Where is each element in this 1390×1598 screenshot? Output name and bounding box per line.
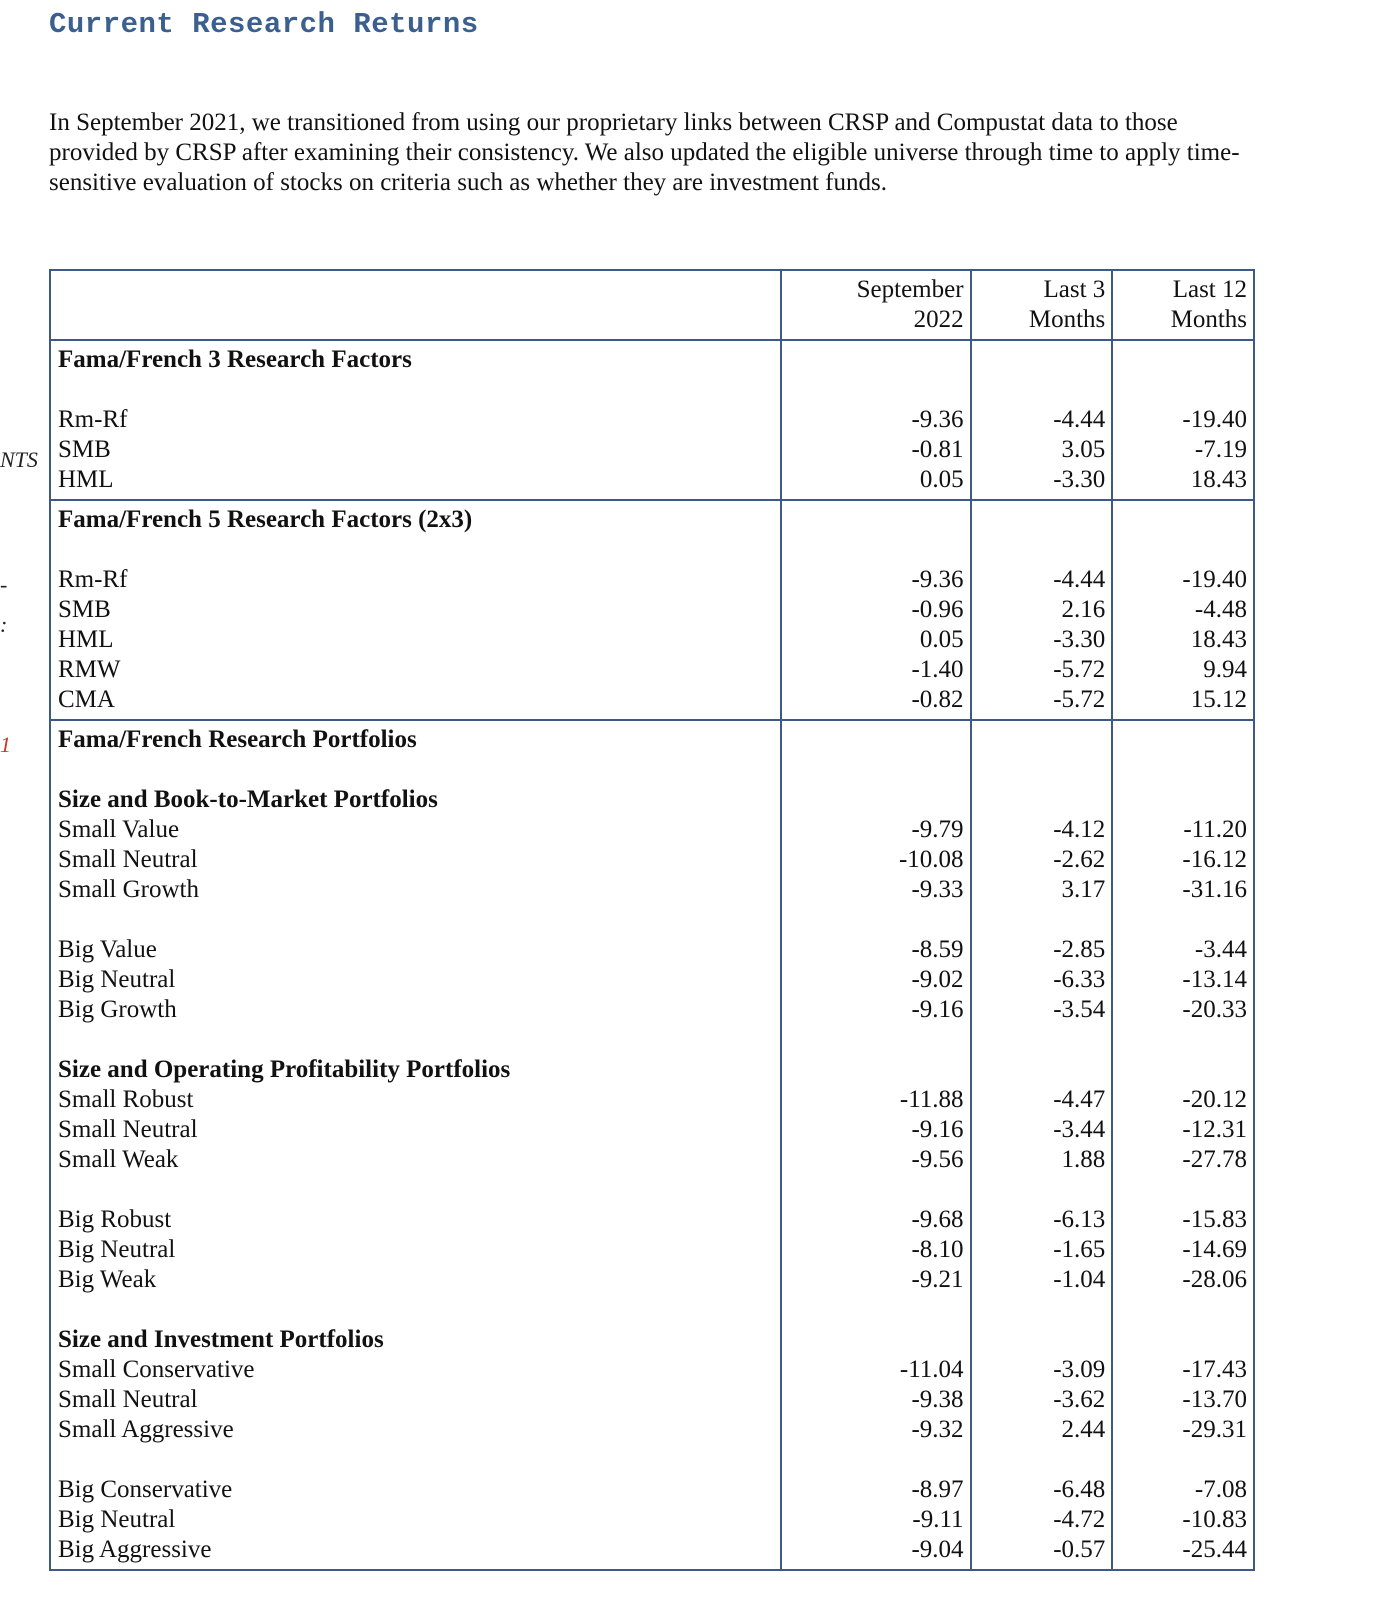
row-label: Rm-Rf	[58, 406, 128, 433]
margin-annotation: NTS	[0, 447, 38, 472]
value-last-3-months: 3.17	[1061, 876, 1106, 903]
group-title: Size and Investment Portfolios	[58, 1326, 384, 1353]
header-label: September	[856, 276, 964, 303]
september-2022-cell	[781, 340, 971, 500]
group-title: Size and Operating Profitability Portfolios	[58, 1056, 511, 1083]
value-september-2022: -9.32	[911, 1416, 964, 1443]
value-last-3-months: -0.57	[1053, 1536, 1106, 1563]
value-last-3-months: 2.16	[1061, 596, 1106, 623]
value-september-2022: -9.38	[911, 1386, 964, 1413]
value-last-3-months: 2.44	[1061, 1416, 1106, 1443]
row-label: Small Robust	[58, 1086, 194, 1113]
value-september-2022: -0.96	[911, 596, 964, 623]
value-last-12-months: -19.40	[1182, 566, 1247, 593]
row-label: HML	[58, 466, 114, 493]
last-12-months-cell	[1112, 340, 1254, 500]
value-last-3-months: -2.85	[1053, 936, 1106, 963]
page-title: Current Research Returns	[49, 8, 479, 41]
value-september-2022: -0.81	[911, 436, 964, 463]
value-last-12-months: -25.44	[1182, 1536, 1247, 1563]
section-title: Fama/French 5 Research Factors (2x3)	[58, 506, 473, 533]
label-cell	[50, 720, 781, 1570]
value-last-3-months: -6.48	[1053, 1476, 1106, 1503]
row-label: Big Aggressive	[58, 1536, 212, 1563]
value-last-3-months: -1.04	[1053, 1266, 1106, 1293]
value-last-3-months: -4.44	[1053, 566, 1106, 593]
section-title: Fama/French Research Portfolios	[58, 726, 417, 753]
value-last-3-months: -4.47	[1053, 1086, 1106, 1113]
value-last-12-months: -7.08	[1194, 1476, 1247, 1503]
last-3-months-cell	[971, 500, 1113, 720]
value-last-12-months: -12.31	[1182, 1116, 1247, 1143]
value-september-2022: -9.36	[911, 406, 964, 433]
row-label: Small Conservative	[58, 1356, 255, 1383]
value-last-3-months: -6.33	[1053, 966, 1106, 993]
value-last-12-months: -10.83	[1182, 1506, 1247, 1533]
row-label: Big Neutral	[58, 1236, 176, 1263]
value-last-12-months: -4.48	[1194, 596, 1247, 623]
header-label: 2022	[913, 306, 964, 333]
value-last-12-months: -11.20	[1183, 816, 1247, 843]
value-last-12-months: -29.31	[1182, 1416, 1247, 1443]
row-label: Small Value	[58, 816, 180, 843]
row-label: Small Weak	[58, 1146, 179, 1173]
value-september-2022: -11.04	[899, 1356, 964, 1383]
value-september-2022: -10.08	[898, 846, 964, 873]
value-september-2022: -9.02	[911, 966, 964, 993]
value-last-12-months: -19.40	[1182, 406, 1247, 433]
value-last-3-months: -3.30	[1053, 626, 1106, 653]
row-label: SMB	[58, 596, 111, 623]
header-label: Months	[1170, 306, 1247, 333]
label-cell	[50, 500, 781, 720]
value-last-3-months: -3.44	[1053, 1116, 1106, 1143]
value-september-2022: -9.11	[912, 1506, 964, 1533]
row-label: Big Robust	[58, 1206, 172, 1233]
value-september-2022: -9.16	[911, 1116, 964, 1143]
row-label: Big Conservative	[58, 1476, 233, 1503]
row-label: RMW	[58, 656, 121, 683]
value-september-2022: 0.05	[919, 466, 964, 493]
intro-paragraph: In September 2021, we transitioned from using our proprietary links between CRSP and Compustat data to those provided by CRSP after examining their consistency. We also updated the eligible universe through time to apply time-sensitive evaluation of stocks on criteria such as whether they are investment funds.	[49, 109, 1240, 196]
row-label: Small Growth	[58, 876, 199, 903]
label-cell	[50, 340, 781, 500]
value-september-2022: 0.05	[919, 626, 964, 653]
row-label: Small Aggressive	[58, 1416, 234, 1443]
value-last-12-months: -20.33	[1182, 996, 1247, 1023]
september-2022-cell	[781, 720, 971, 1570]
value-last-12-months: -28.06	[1182, 1266, 1247, 1293]
header-label: Last 3	[1043, 276, 1106, 303]
section-title: Fama/French 3 Research Factors	[58, 346, 412, 373]
margin-annotation: :	[0, 612, 8, 637]
value-last-12-months: 18.43	[1190, 466, 1247, 493]
header-label: Last 12	[1172, 276, 1247, 303]
value-last-12-months: -15.83	[1182, 1206, 1247, 1233]
value-september-2022: -9.21	[911, 1266, 964, 1293]
last-12-months-cell	[1112, 720, 1254, 1570]
group-title: Size and Book-to-Market Portfolios	[58, 786, 438, 813]
header-label: Months	[1028, 306, 1106, 333]
last-12-months-cell	[1112, 500, 1254, 720]
value-september-2022: -11.88	[899, 1086, 964, 1113]
value-september-2022: -8.97	[911, 1476, 964, 1503]
header-empty-cell	[50, 270, 781, 340]
section-research-portfolios	[50, 720, 1254, 1570]
value-last-3-months: -3.09	[1053, 1356, 1106, 1383]
value-september-2022: -8.10	[911, 1236, 964, 1263]
value-last-12-months: -13.70	[1182, 1386, 1247, 1413]
value-last-12-months: -31.16	[1182, 876, 1247, 903]
section-ff5-factors	[50, 500, 1254, 720]
row-label: Big Neutral	[58, 1506, 176, 1533]
value-last-3-months: 3.05	[1061, 436, 1106, 463]
value-last-3-months: -3.54	[1053, 996, 1106, 1023]
value-last-12-months: -20.12	[1182, 1086, 1247, 1113]
value-september-2022: -9.33	[911, 876, 964, 903]
value-last-12-months: 9.94	[1203, 656, 1247, 683]
margin-annotation: 1	[0, 732, 11, 757]
value-last-3-months: -3.30	[1053, 466, 1106, 493]
value-september-2022: -9.04	[911, 1536, 964, 1563]
section-ff3-factors	[50, 340, 1254, 500]
value-last-12-months: -7.19	[1194, 436, 1247, 463]
value-last-3-months: -1.65	[1053, 1236, 1106, 1263]
row-label: Big Value	[58, 936, 157, 963]
header-last-12-months	[1112, 270, 1254, 340]
header-last-3-months	[971, 270, 1113, 340]
row-label: Big Neutral	[58, 966, 176, 993]
header-september-2022	[781, 270, 971, 340]
row-label: Big Weak	[58, 1266, 157, 1293]
value-last-3-months: -3.62	[1053, 1386, 1106, 1413]
last-3-months-cell	[971, 340, 1113, 500]
row-label: Big Growth	[58, 996, 177, 1023]
value-last-3-months: -4.72	[1053, 1506, 1106, 1533]
value-last-3-months: -4.44	[1053, 406, 1106, 433]
table-header-row	[50, 270, 1254, 340]
last-3-months-cell	[971, 720, 1113, 1570]
value-last-3-months: -4.12	[1053, 816, 1106, 843]
value-last-3-months: 1.88	[1061, 1146, 1106, 1173]
value-last-12-months: 15.12	[1190, 686, 1247, 713]
value-last-12-months: -13.14	[1182, 966, 1247, 993]
row-label: Small Neutral	[58, 1116, 198, 1143]
value-september-2022: -0.82	[911, 686, 964, 713]
value-last-3-months: -5.72	[1053, 656, 1106, 683]
value-september-2022: -9.36	[911, 566, 964, 593]
value-last-12-months: 18.43	[1190, 626, 1247, 653]
value-september-2022: -9.16	[911, 996, 964, 1023]
value-september-2022: -9.68	[911, 1206, 964, 1233]
september-2022-cell	[781, 500, 971, 720]
value-september-2022: -9.79	[911, 816, 964, 843]
row-label: SMB	[58, 436, 111, 463]
value-last-12-months: -16.12	[1182, 846, 1247, 873]
value-last-3-months: -5.72	[1053, 686, 1106, 713]
value-september-2022: -8.59	[911, 936, 964, 963]
returns-table	[49, 269, 1255, 1571]
value-september-2022: -9.56	[911, 1146, 964, 1173]
row-label: HML	[58, 626, 114, 653]
value-last-3-months: -6.13	[1053, 1206, 1106, 1233]
row-label: Small Neutral	[58, 1386, 198, 1413]
row-label: CMA	[58, 686, 115, 713]
row-label: Rm-Rf	[58, 566, 128, 593]
value-last-12-months: -3.44	[1194, 936, 1247, 963]
value-last-12-months: -17.43	[1182, 1356, 1247, 1383]
value-september-2022: -1.40	[911, 656, 964, 683]
margin-annotation: -	[0, 572, 8, 597]
value-last-3-months: -2.62	[1053, 846, 1106, 873]
value-last-12-months: -14.69	[1182, 1236, 1247, 1263]
row-label: Small Neutral	[58, 846, 198, 873]
value-last-12-months: -27.78	[1182, 1146, 1247, 1173]
